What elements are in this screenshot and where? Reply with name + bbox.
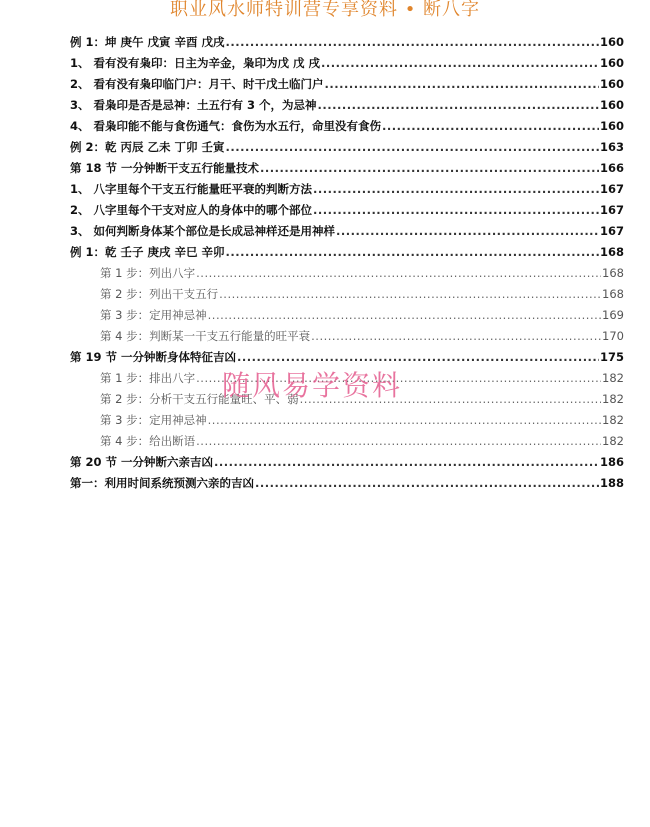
toc-page-number: 169 bbox=[602, 308, 624, 322]
toc-entry-title: 2、 看有没有枭印临门户：月干、时干戊土临门户 bbox=[70, 77, 324, 91]
toc-page-number: 167 bbox=[599, 203, 624, 217]
toc-subentry[interactable] bbox=[70, 431, 624, 452]
toc-entry-title: 第 1 步：排出八字 bbox=[100, 371, 196, 385]
dot-leader bbox=[325, 74, 599, 95]
dot-leader bbox=[237, 347, 599, 368]
dot-leader bbox=[321, 53, 599, 74]
toc-entry-title: 第 19 节 一分钟断身体特征吉凶 bbox=[70, 350, 237, 364]
toc-page-number: 175 bbox=[599, 350, 624, 364]
toc-page-number: 182 bbox=[602, 434, 624, 448]
toc-entry-title: 第 4 步：给出断语 bbox=[100, 434, 196, 448]
toc-page-number: 160 bbox=[599, 98, 624, 112]
toc-entry[interactable] bbox=[70, 221, 624, 242]
toc-entry[interactable] bbox=[70, 116, 624, 137]
toc-page-number: 167 bbox=[599, 182, 624, 196]
toc-subentry[interactable] bbox=[70, 263, 624, 284]
toc-entry[interactable] bbox=[70, 32, 624, 53]
toc-entry[interactable] bbox=[70, 347, 624, 368]
toc-page-number: 186 bbox=[599, 455, 624, 469]
watermark-text: 随风易学资料 bbox=[222, 369, 403, 402]
toc-entry-title: 例 2：乾 丙辰 乙未 丁卯 壬寅 bbox=[70, 140, 225, 154]
toc-entry-title: 第 2 步：列出干支五行 bbox=[100, 287, 219, 301]
toc-page-number: 163 bbox=[599, 140, 624, 154]
toc-entry-title: 第 20 节 一分钟断六亲吉凶 bbox=[70, 455, 214, 469]
toc-page-number: 182 bbox=[602, 392, 624, 406]
dot-leader bbox=[226, 32, 599, 53]
dot-leader bbox=[208, 410, 601, 431]
table-of-contents bbox=[70, 32, 624, 494]
toc-entry[interactable] bbox=[70, 158, 624, 179]
toc-page-number: 160 bbox=[599, 56, 624, 70]
toc-entry[interactable] bbox=[70, 200, 624, 221]
toc-entry-title: 第 1 步：列出八字 bbox=[100, 266, 196, 280]
dot-leader bbox=[226, 242, 599, 263]
dot-leader bbox=[219, 284, 601, 305]
toc-entry-title: 1、 看有没有枭印：日主为辛金，枭印为戊 戊 戌 bbox=[70, 56, 321, 70]
toc-page-number: 168 bbox=[602, 287, 624, 301]
toc-subentry[interactable] bbox=[70, 410, 624, 431]
dot-leader bbox=[313, 179, 599, 200]
dot-leader bbox=[214, 452, 599, 473]
toc-entry-title: 例 1：坤 庚午 戊寅 辛酉 戊戌 bbox=[70, 35, 225, 49]
toc-page-number: 182 bbox=[602, 371, 624, 385]
dot-leader bbox=[311, 326, 601, 347]
toc-entry-title: 第一：利用时间系统预测六亲的吉凶 bbox=[70, 476, 254, 490]
toc-entry-title: 4、 看枭印能不能与食伤通气：食伤为水五行，命里没有食伤 bbox=[70, 119, 382, 133]
toc-entry-title: 第 2 步：分析干支五行能量旺、平、弱 bbox=[100, 392, 299, 406]
toc-page-number: 168 bbox=[599, 245, 624, 259]
toc-page-number: 160 bbox=[599, 77, 624, 91]
toc-page-number: 168 bbox=[602, 266, 624, 280]
toc-entry-title: 第 3 步：定用神忌神 bbox=[100, 413, 207, 427]
toc-page-number: 188 bbox=[599, 476, 624, 490]
dot-leader bbox=[226, 137, 599, 158]
toc-page-number: 166 bbox=[599, 161, 624, 175]
dot-leader bbox=[300, 389, 601, 410]
toc-entry[interactable] bbox=[70, 95, 624, 116]
toc-entry[interactable] bbox=[70, 179, 624, 200]
document-header: 职业风水师特训营专享资料 • 断八字 bbox=[169, 0, 481, 20]
toc-subentry[interactable] bbox=[70, 389, 624, 410]
toc-page-number: 182 bbox=[602, 413, 624, 427]
toc-entry-title: 3、 如何判断身体某个部位是长成忌神样还是用神样 bbox=[70, 224, 336, 238]
toc-page-number: 170 bbox=[602, 329, 624, 343]
dot-leader bbox=[196, 368, 601, 389]
toc-entry-title: 第 4 步：判断某一干支五行能量的旺平衰 bbox=[100, 329, 311, 343]
dot-leader bbox=[196, 431, 601, 452]
dot-leader bbox=[260, 158, 599, 179]
toc-entry-title: 1、 八字里每个干支五行能量旺平衰的判断方法 bbox=[70, 182, 313, 196]
toc-subentry[interactable] bbox=[70, 284, 624, 305]
toc-entry-title: 2、 八字里每个干支对应人的身体中的哪个部位 bbox=[70, 203, 313, 217]
dot-leader bbox=[336, 221, 599, 242]
toc-entry[interactable] bbox=[70, 74, 624, 95]
toc-page-number: 160 bbox=[599, 119, 624, 133]
toc-entry-title: 例 1：乾 壬子 庚戌 辛巳 辛卯 bbox=[70, 245, 225, 259]
toc-page-number: 167 bbox=[599, 224, 624, 238]
toc-subentry[interactable] bbox=[70, 326, 624, 347]
toc-entry-title: 第 3 步：定用神忌神 bbox=[100, 308, 207, 322]
toc-entry[interactable] bbox=[70, 452, 624, 473]
toc-subentry[interactable] bbox=[70, 305, 624, 326]
toc-entry[interactable] bbox=[70, 242, 624, 263]
toc-entry-title: 3、 看枭印是否是忌神：土五行有 3 个，为忌神 bbox=[70, 98, 317, 112]
toc-entry[interactable] bbox=[70, 473, 624, 494]
toc-page-number: 160 bbox=[599, 35, 624, 49]
dot-leader bbox=[196, 263, 601, 284]
toc-entry[interactable] bbox=[70, 137, 624, 158]
toc-subentry[interactable] bbox=[70, 368, 624, 389]
dot-leader bbox=[382, 116, 599, 137]
dot-leader bbox=[208, 305, 601, 326]
dot-leader bbox=[313, 200, 599, 221]
toc-entry[interactable] bbox=[70, 53, 624, 74]
toc-entry-title: 第 18 节 一分钟断干支五行能量技术 bbox=[70, 161, 260, 175]
dot-leader bbox=[318, 95, 599, 116]
dot-leader bbox=[255, 473, 599, 494]
